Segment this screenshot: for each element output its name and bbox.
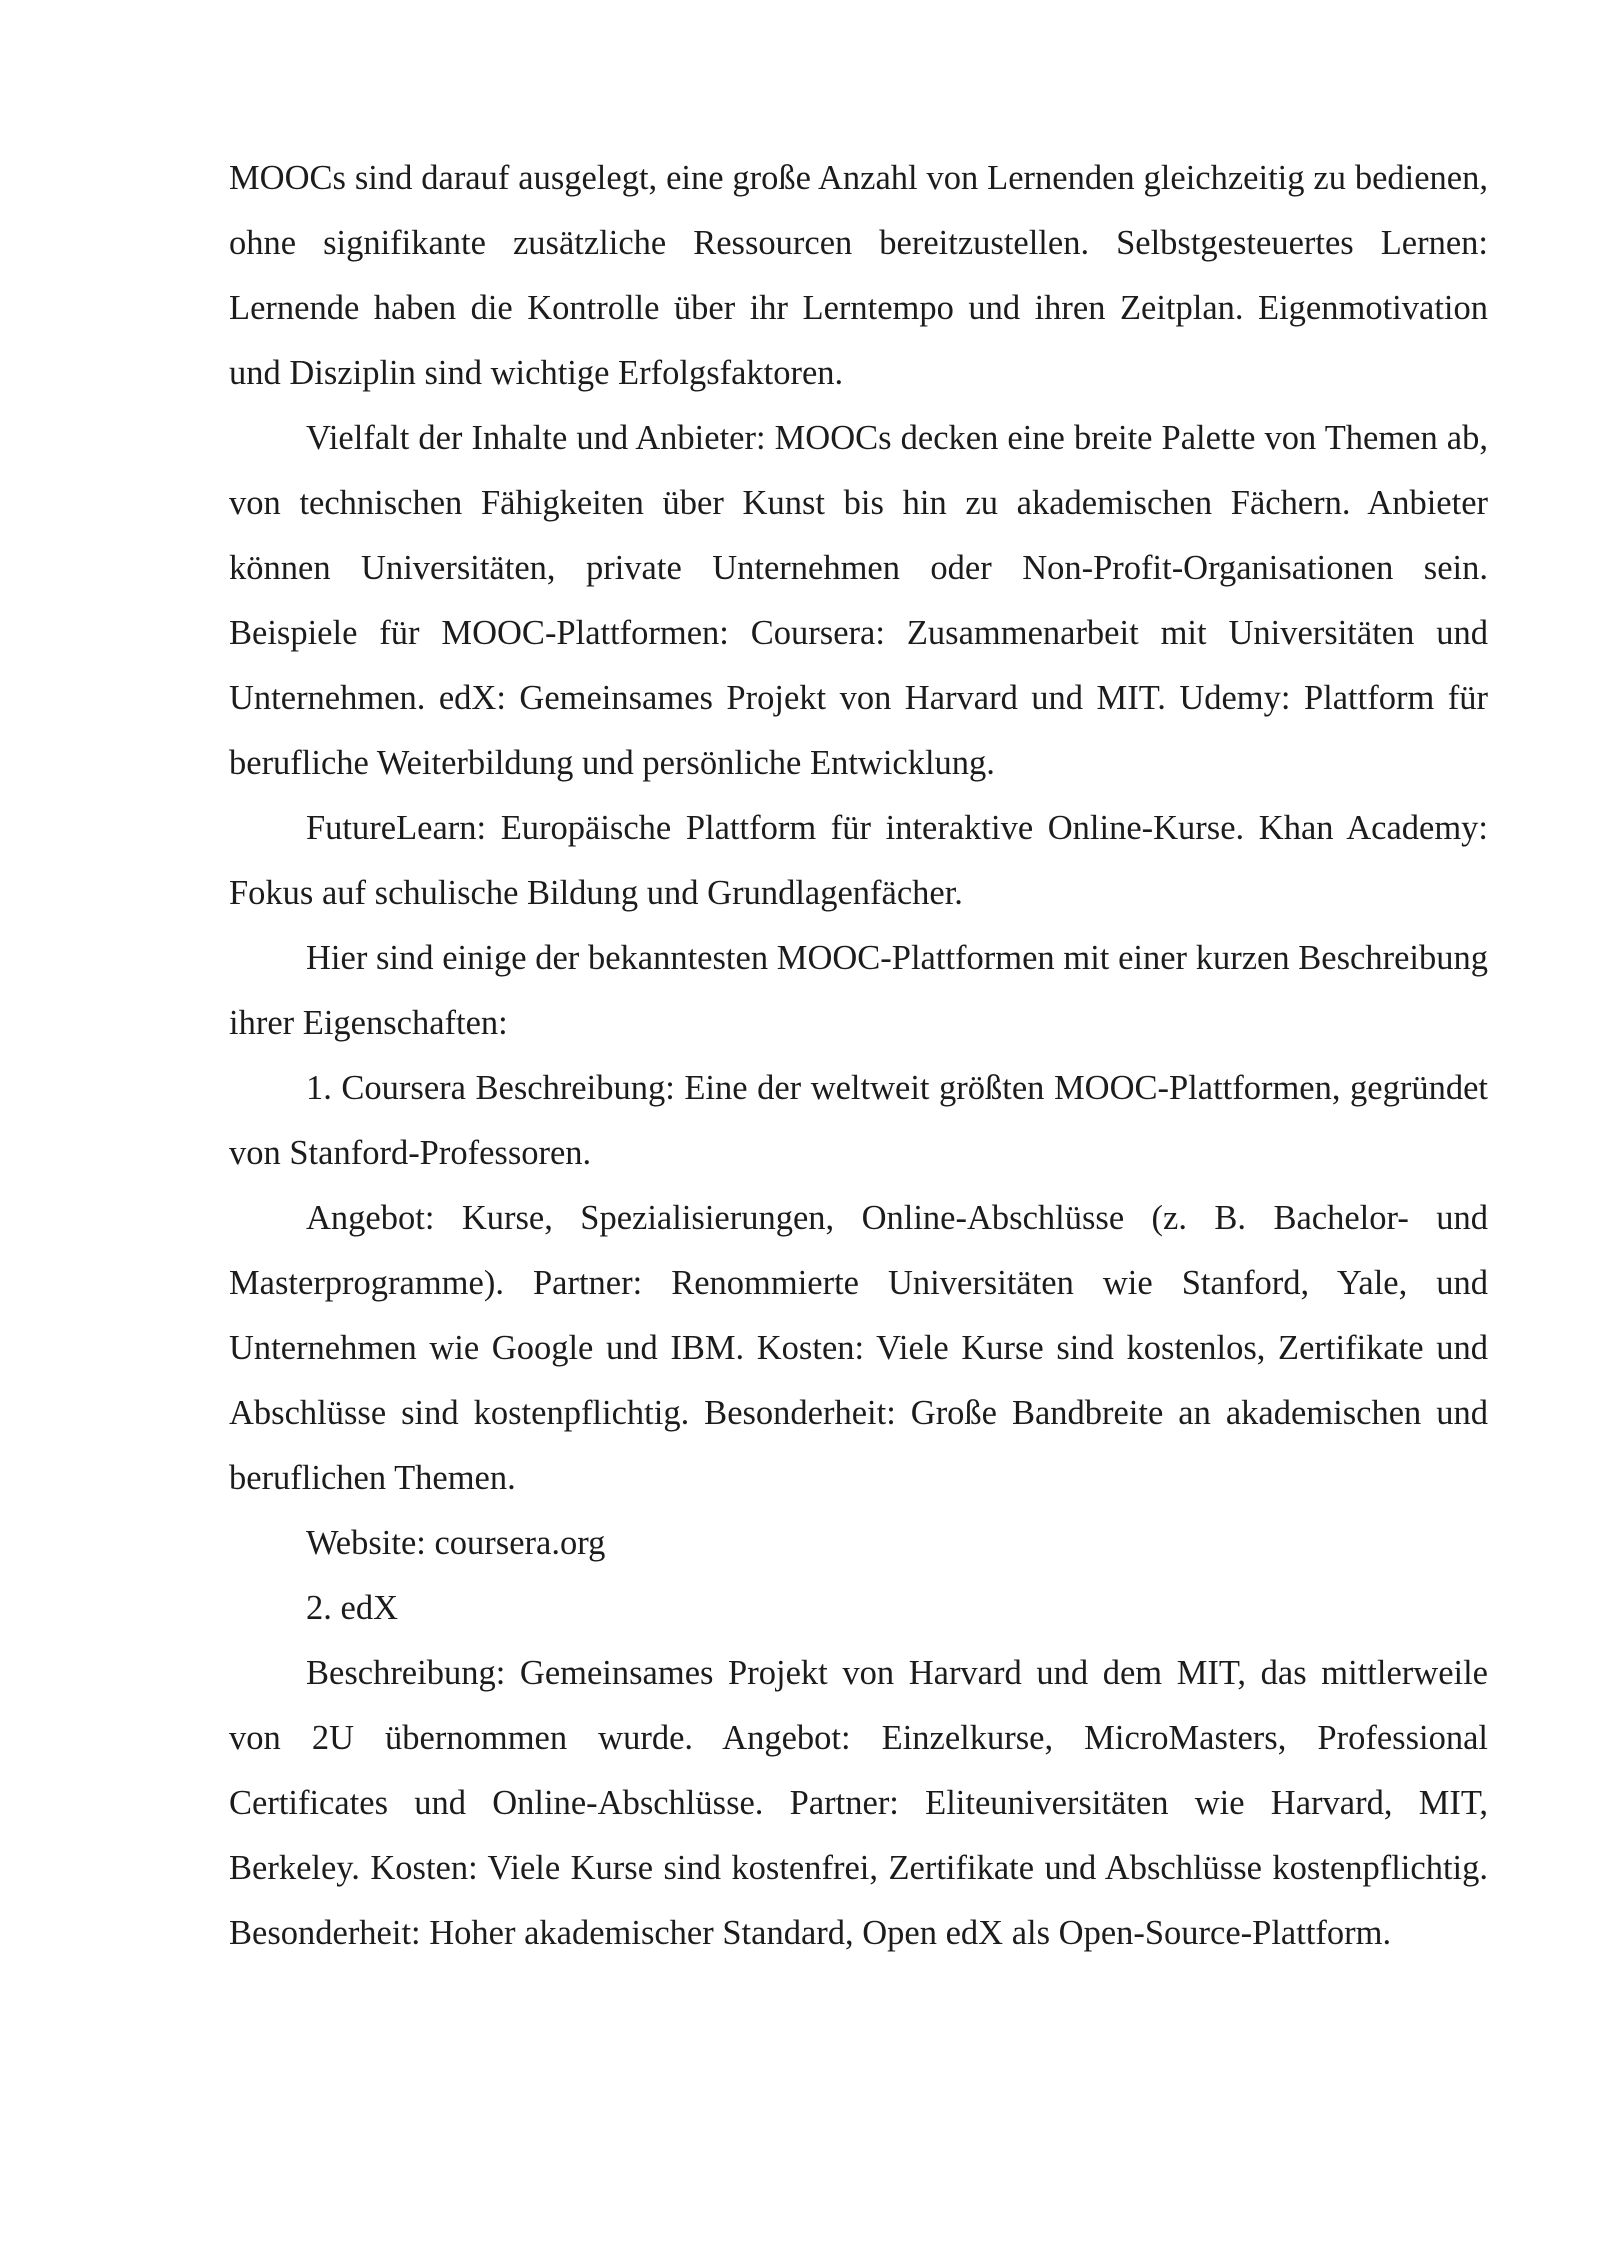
paragraph-futurelearn: FutureLearn: Europäische Plattform für interaktive Online-Kurse. Khan Academy: Fokus auf schulische Bildung und Grundlagenfächer. (229, 809, 1488, 912)
document-page (229, 146, 1488, 1966)
paragraph-content-variety: Vielfalt der Inhalte und Anbieter: MOOCs decken eine breite Palette von Themen ab, von technischen Fähigkeiten über Kunst bis hin zu akademischen Fächern. Anbieter können Universitäten, private Unternehmen oder Non-Profit-Organisationen sein. Beispiele für MOOC-Plattformen: Coursera: Zusammenarbeit mit Universitäten und Unternehmen. edX: Gemeinsames Projekt von Harvard und MIT. Udemy: Plattform für berufliche Weiterbildung und persönliche Entwicklung. (229, 419, 1488, 782)
paragraph-coursera-offer: Angebot: Kurse, Spezialisierungen, Online-Abschlüsse (z. B. Bachelor- und Masterprogramme). Partner: Renommierte Universitäten wie Stanford, Yale, und Unternehmen wie Google und IBM. Kosten: Viele Kurse sind kostenlos, Zertifikate und Abschlüsse sind kostenpflichtig. Besonderheit: Große Bandbreite an akademischen und beruflichen Themen. (229, 1199, 1488, 1497)
paragraph-platform-overview: Hier sind einige der bekanntesten MOOC-Plattformen mit einer kurzen Beschreibung ihrer Eigenschaften: (229, 939, 1488, 1042)
paragraph-edx-heading: 2. edX (306, 1589, 398, 1627)
paragraph-mooc-intro: MOOCs sind darauf ausgelegt, eine große Anzahl von Lernenden gleichzeitig zu bedienen, ohne signifikante zusätzliche Ressourcen bereitzustellen. Selbstgesteuertes Lernen: Lernende haben die Kontrolle über ihr Lerntempo und ihren Zeitplan. Eigenmotivation und Disziplin sind wichtige Erfolgsfaktoren. (229, 159, 1488, 392)
paragraph-coursera-description: 1. Coursera Beschreibung: Eine der weltweit größten MOOC-Plattformen, gegründet von Stanford-Professoren. (229, 1069, 1488, 1172)
paragraph-coursera-website: Website: coursera.org (306, 1524, 606, 1562)
paragraph-edx-description: Beschreibung: Gemeinsames Projekt von Harvard und dem MIT, das mittlerweile von 2U übernommen wurde. Angebot: Einzelkurse, MicroMasters, Professional Certificates und Online-Abschlüsse. Partner: Eliteuniversitäten wie Harvard, MIT, Berkeley. Kosten: Viele Kurse sind kostenfrei, Zertifikate und Abschlüsse kostenpflichtig. Besonderheit: Hoher akademischer Standard, Open edX als Open-Source-Plattform. (229, 1654, 1488, 1952)
